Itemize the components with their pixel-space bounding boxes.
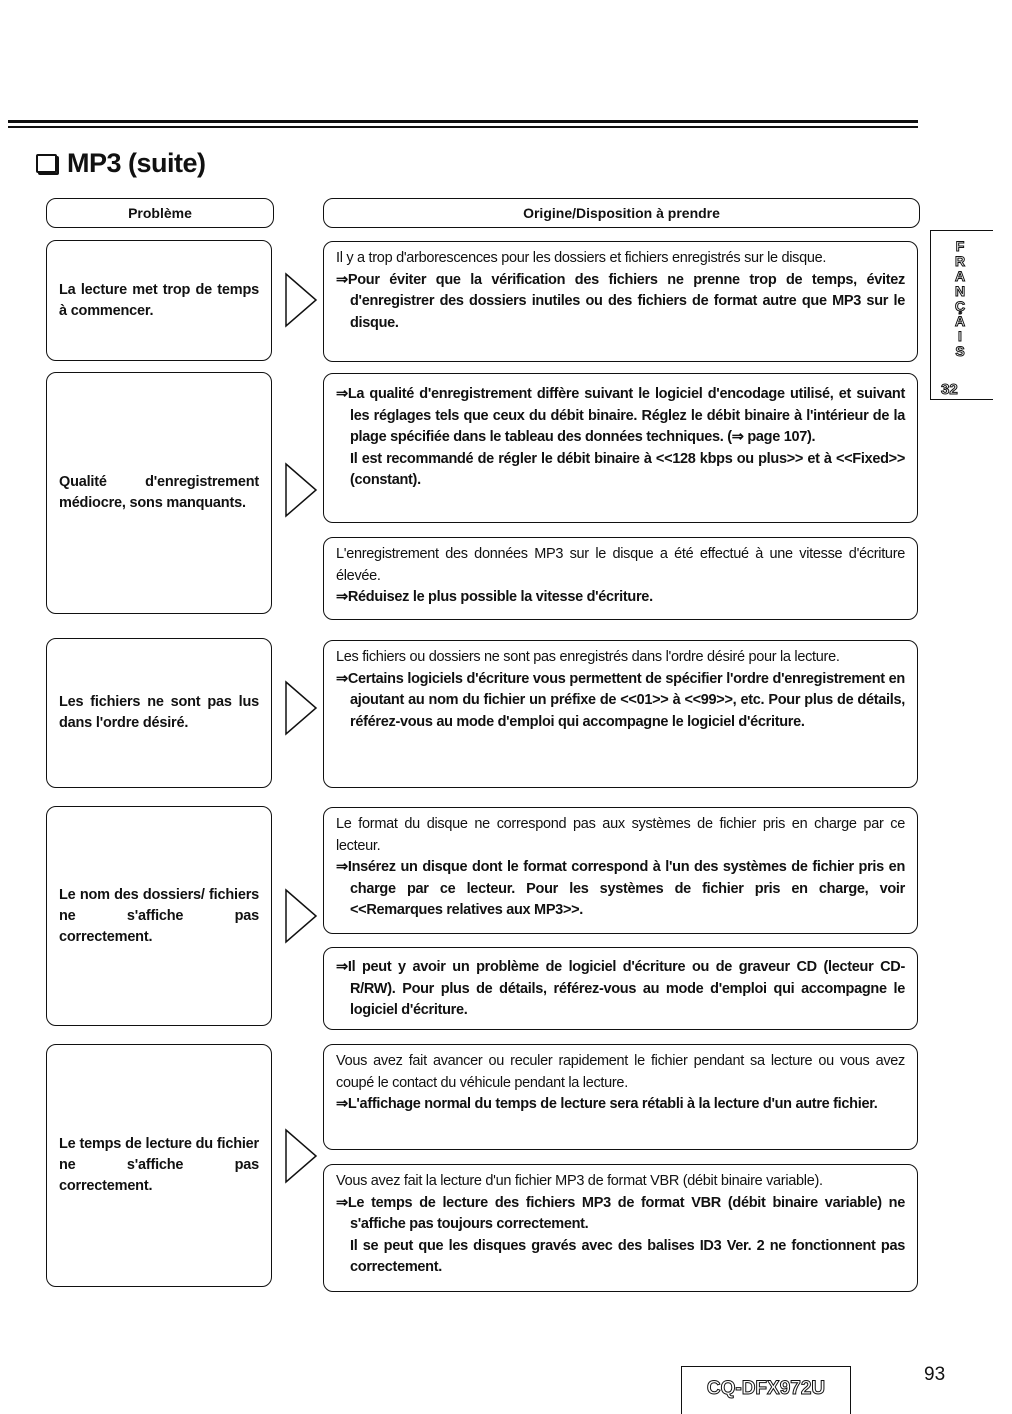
language-tab	[930, 230, 993, 400]
arrow-right-icon	[284, 462, 318, 518]
remedy-text: ⇒La qualité d'enregistrement diffère suivant le logiciel d'encodage utilisé, et suivant les réglages tels que ceux du débit binaire. Réglez le débit binaire à l'intérieur de la plage spécifiée dans le tableau des données techniques. (⇒ page 107).	[336, 386, 905, 445]
problem-header: Problème	[46, 198, 274, 228]
problem-box	[46, 372, 272, 614]
solution-box	[323, 947, 918, 1030]
arrow-right-icon	[284, 680, 318, 736]
problem-text: Qualité d'enregistrement médiocre, sons manquants.	[59, 474, 259, 511]
problem-box	[46, 638, 272, 788]
problem-text: Le nom des dossiers/ fichiers ne s'affiche pas correctement.	[59, 886, 259, 945]
solution-box	[323, 537, 918, 620]
cause-text: L'enregistrement des données MP3 sur le disque a été effectué à une vitesse d'écriture élevée.	[336, 546, 905, 584]
cause-text: Il y a trop d'arborescences pour les dossiers et fichiers enregistrés sur le disque.	[336, 250, 827, 266]
language-label: F R A N Ç A I S	[954, 238, 966, 359]
section-title	[36, 148, 206, 179]
section-number: 32	[941, 381, 958, 398]
remedy-text: ⇒Il peut y avoir un problème de logiciel d'écriture ou de graveur CD (lecteur CD-R/RW). Pour plus de détails, référez-vous au mode d'emploi qui accompagne le logiciel d'écriture.	[336, 959, 905, 1018]
remedy-note: Il est recommandé de régler le débit binaire à <<128 kbps ou plus>> et à <<Fixed>> (constant).	[350, 450, 905, 488]
remedy-note: Il se peut que les disques gravés avec des balises ID3 Ver. 2 ne fonctionnent pas correctement.	[350, 1237, 905, 1275]
solution-box	[323, 373, 918, 523]
remedy-text: ⇒Pour éviter que la vérification des fichiers ne prenne trop de temps, évitez d'enregistrer des dossiers inutiles ou des fichiers de format autre que MP3 sur le disque.	[336, 271, 905, 331]
square-bullet-icon	[36, 154, 57, 173]
problem-box	[46, 806, 272, 1026]
problem-text: Le temps de lecture du fichier ne s'affiche pas correctement.	[59, 1136, 259, 1194]
cause-text: Vous avez fait la lecture d'un fichier MP3 de format VBR (débit binaire variable).	[336, 1173, 823, 1189]
remedy-text: ⇒Réduisez le plus possible la vitesse d'écriture.	[336, 589, 653, 605]
solution-box	[323, 807, 918, 934]
top-rule	[8, 120, 918, 123]
remedy-text: ⇒L'affichage normal du temps de lecture sera rétabli à la lecture d'un autre fichier.	[336, 1096, 878, 1112]
cause-text: Le format du disque ne correspond pas aux systèmes de fichier pris en charge par ce lecteur.	[336, 816, 905, 854]
top-rule-thin	[8, 126, 918, 128]
solution-box	[323, 241, 918, 362]
solution-header: Origine/Disposition à prendre	[323, 198, 920, 228]
section-title-text: MP3 (suite)	[67, 148, 206, 178]
arrow-right-icon	[284, 1128, 318, 1184]
solution-box	[323, 1164, 918, 1292]
problem-box	[46, 240, 272, 361]
remedy-text: ⇒Certains logiciels d'écriture vous permettent de spécifier l'ordre d'enregistrement en ajoutant au nom du fichier un préfixe de <<01>> à <<99>>, etc. Pour plus de détails, référez-vous au mode d'emploi qui accompagne le logiciel d'écriture.	[336, 670, 905, 730]
problem-box	[46, 1044, 272, 1287]
arrow-right-icon	[284, 888, 318, 944]
cause-text: Vous avez fait avancer ou reculer rapidement le fichier pendant sa lecture ou vous avez coupé le contact du véhicule pendant la lecture.	[336, 1053, 905, 1091]
problem-text: La lecture met trop de temps à commencer.	[59, 281, 259, 319]
remedy-text: ⇒Le temps de lecture des fichiers MP3 de format VBR (débit binaire variable) ne s'affiche pas toujours correctement.	[336, 1194, 905, 1232]
problem-text: Les fichiers ne sont pas lus dans l'ordre désiré.	[59, 694, 259, 731]
solution-box	[323, 640, 918, 788]
arrow-right-icon	[284, 272, 318, 328]
page-number: 93	[924, 1364, 946, 1385]
cause-text: Les fichiers ou dossiers ne sont pas enregistrés dans l'ordre désiré pour la lecture.	[336, 649, 840, 665]
remedy-text: ⇒Insérez un disque dont le format correspond à l'un des systèmes de fichier pris en charge par ce lecteur. Pour les systèmes de fichier pris en charge, voir <<Remarques relatives aux MP3>>.	[336, 859, 905, 918]
solution-box	[323, 1044, 918, 1150]
model-number: CQ-DFX972U	[681, 1366, 851, 1414]
